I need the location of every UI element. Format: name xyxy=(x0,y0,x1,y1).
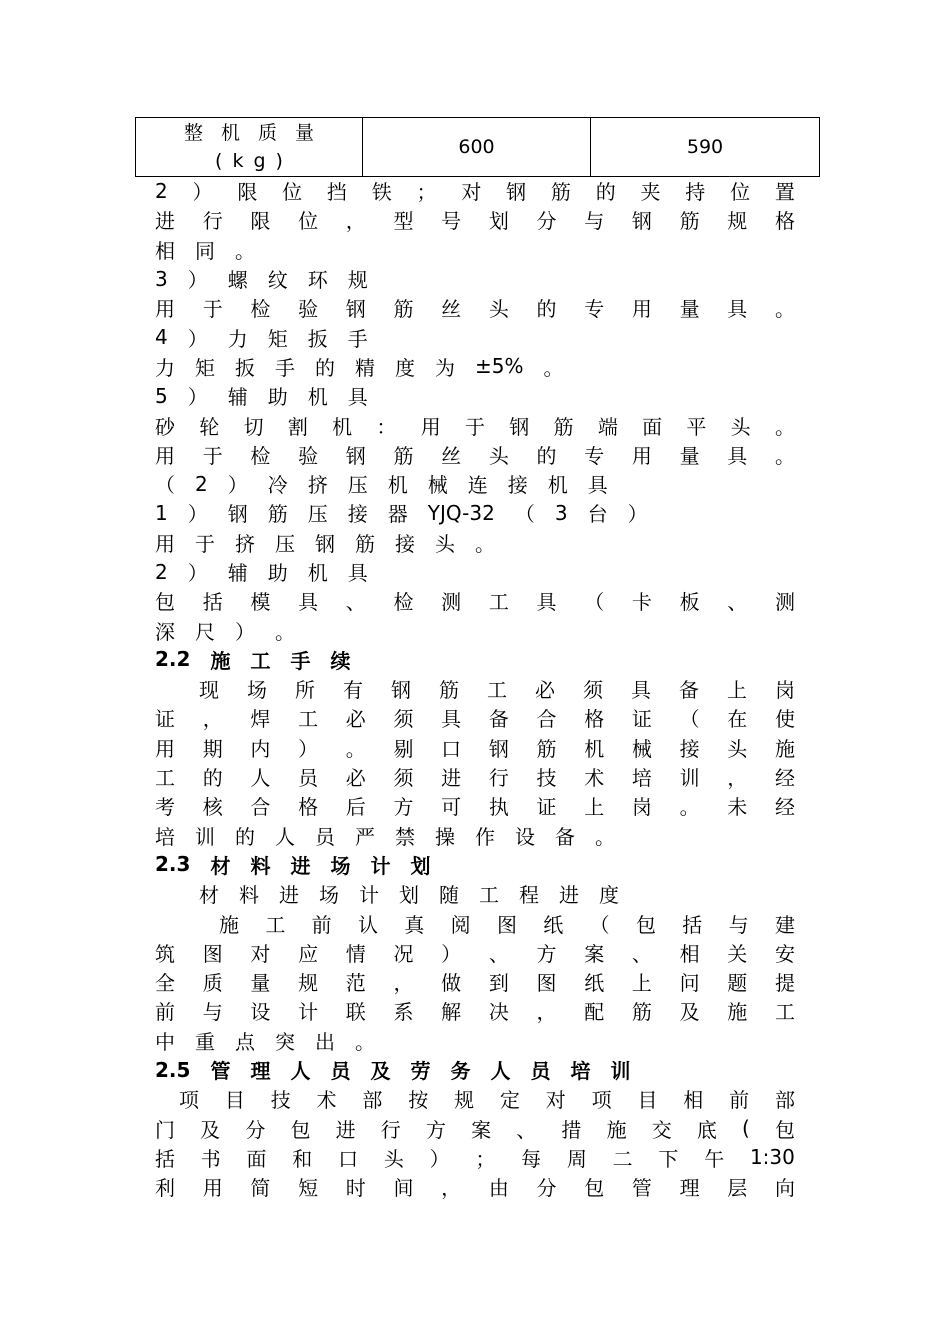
text-line: 中 重 点 突 出 。 xyxy=(155,1029,375,1054)
text-line: 考 核 合 格 后 方 可 执 证 上 岗 。 未 经 xyxy=(155,795,795,820)
body-text xyxy=(155,176,795,1201)
text-line: 门 及 分 包 进 行 方 案 、 措 施 交 底 ( 包 xyxy=(155,1116,795,1142)
text-line: 括 书 面 和 口 头 ） ； 每 周 二 下 午 1:30 xyxy=(155,1145,795,1171)
text-line: 深 尺 ） 。 xyxy=(155,619,295,644)
table-row xyxy=(136,118,820,177)
text-line: 2 ） 限 位 挡 铁 ； 对 钢 筋 的 夹 持 位 置 xyxy=(155,178,795,205)
text-line: 相 同 。 xyxy=(155,238,255,263)
text-line: 证 ， 焊 工 必 须 具 备 合 格 证 （ 在 使 xyxy=(155,707,795,732)
text-line: 现 场 所 有 钢 筋 工 必 须 具 备 上 岗 xyxy=(199,678,795,703)
text-line: 材 料 进 场 计 划 随 工 程 进 度 xyxy=(199,883,619,908)
text-line: 用 于 检 验 钢 筋 丝 头 的 专 用 量 具 。 xyxy=(155,297,795,322)
text-line: 2.5 管 理 人 员 及 劳 务 人 员 培 训 xyxy=(155,1057,631,1084)
text-line: 包 括 模 具 、 检 测 工 具 （ 卡 板 、 测 xyxy=(155,590,795,615)
text-line: 筑 图 对 应 情 况 ） 、 方 案 、 相 关 安 xyxy=(155,941,795,966)
text-line: 前 与 设 计 联 系 解 决 ， 配 筋 及 施 工 xyxy=(155,1000,795,1025)
spec-value-b: 590 xyxy=(591,118,820,177)
text-line: 培 训 的 人 员 严 禁 操 作 设 备 。 xyxy=(155,824,615,849)
text-line: 项 目 技 术 部 按 规 定 对 项 目 相 前 部 xyxy=(179,1088,795,1113)
text-line: 用 于 挤 压 钢 筋 接 头 。 xyxy=(155,531,495,556)
spec-label-cell xyxy=(136,118,363,177)
spec-value-a: 600 xyxy=(363,118,591,177)
text-line: 利 用 简 短 时 间 ， 由 分 包 管 理 层 向 xyxy=(155,1176,795,1201)
text-line: 砂 轮 切 割 机 ： 用 于 钢 筋 端 面 平 头 。 xyxy=(155,414,795,439)
text-line: 5 ） 辅 助 机 具 xyxy=(155,383,368,410)
text-line: 全 质 量 规 范 ， 做 到 图 纸 上 问 题 提 xyxy=(155,971,795,996)
text-line: 2.2 施 工 手 续 xyxy=(155,647,351,673)
text-line: 2 ） 辅 助 机 具 xyxy=(155,559,368,585)
text-line: 4 ） 力 矩 扳 手 xyxy=(155,325,368,351)
text-line: （ 2 ） 冷 挤 压 机 械 连 接 机 具 xyxy=(155,471,608,498)
spec-table xyxy=(135,117,820,177)
text-line: 3 ） 螺 纹 环 规 xyxy=(155,266,368,293)
text-line: 力 矩 扳 手 的 精 度 为 ±5% 。 xyxy=(155,354,564,380)
text-line: 用 期 内 ） 。 剔 口 钢 筋 机 械 接 头 施 xyxy=(155,736,795,761)
text-line: 施 工 前 认 真 阅 图 纸 （ 包 括 与 建 xyxy=(219,912,795,937)
text-line: 进 行 限 位 ， 型 号 划 分 与 钢 筋 规 格 xyxy=(155,209,795,234)
text-line: 2.3 材 料 进 场 计 划 xyxy=(155,852,431,878)
text-line: 工 的 人 员 必 须 进 行 技 术 培 训 ， 经 xyxy=(155,766,795,791)
text-line: 用 于 检 验 钢 筋 丝 头 的 专 用 量 具 。 xyxy=(155,443,795,468)
spec-label: 整机质量 xyxy=(183,122,332,144)
text-line: 1 ） 钢 筋 压 接 器 YJQ-32 （ 3 台 ） xyxy=(155,500,648,527)
spec-unit: (kg) xyxy=(215,150,293,172)
